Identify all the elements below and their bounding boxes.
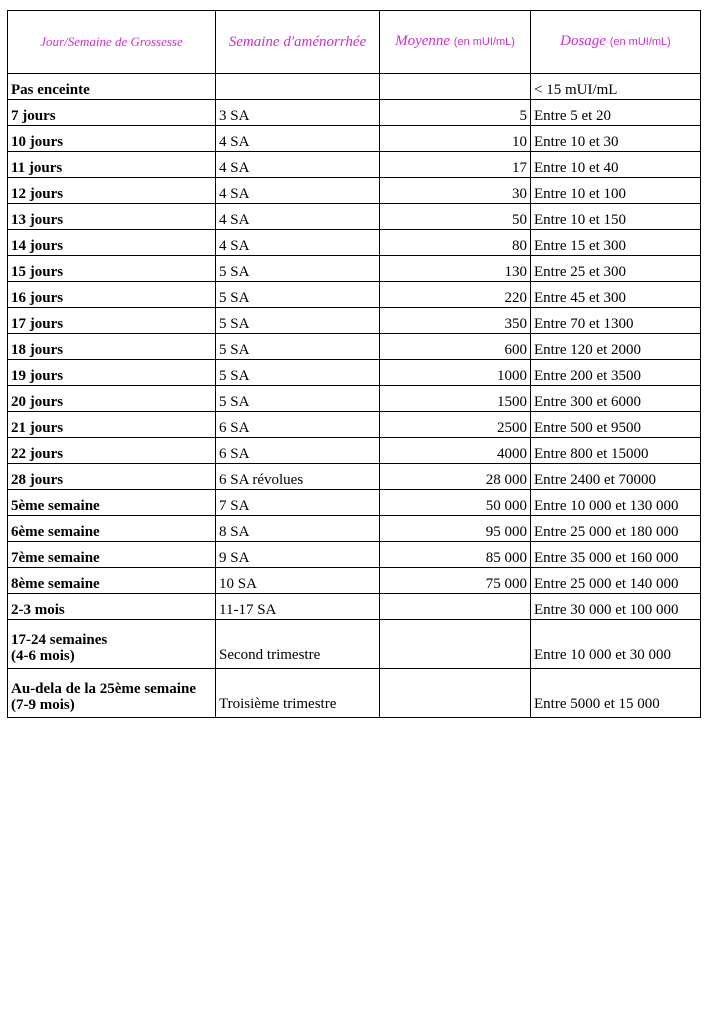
hcg-table	[7, 10, 701, 718]
header-dosage-label: Dosage	[560, 33, 606, 49]
dosage-cell: Entre 25 000 et 180 000	[531, 516, 701, 542]
header-dosage	[531, 11, 701, 74]
table-row	[8, 204, 701, 230]
moyenne-cell	[380, 669, 531, 718]
sa-cell: 5 SA	[216, 334, 380, 360]
table-row	[8, 464, 701, 490]
period-cell: 18 jours	[8, 334, 216, 360]
period-line2: (7-9 mois)	[11, 697, 75, 713]
sa-cell: 4 SA	[216, 204, 380, 230]
moyenne-cell: 75 000	[380, 568, 531, 594]
header-sa	[216, 11, 380, 74]
period-cell: 13 jours	[8, 204, 216, 230]
sa-cell: 10 SA	[216, 568, 380, 594]
moyenne-cell: 4000	[380, 438, 531, 464]
table-row	[8, 542, 701, 568]
header-moyenne-label: Moyenne	[395, 33, 451, 49]
table-row	[8, 568, 701, 594]
sa-cell: 4 SA	[216, 152, 380, 178]
dosage-cell: Entre 45 et 300	[531, 282, 701, 308]
table-row	[8, 669, 701, 718]
moyenne-cell: 1500	[380, 386, 531, 412]
period-cell: 16 jours	[8, 282, 216, 308]
dosage-cell: Entre 70 et 1300	[531, 308, 701, 334]
sa-cell: Troisième trimestre	[216, 669, 380, 718]
period-cell: 12 jours	[8, 178, 216, 204]
header-moyenne-unit: (en mUI/mL)	[453, 36, 515, 48]
table-row	[8, 438, 701, 464]
dosage-cell: Entre 120 et 2000	[531, 334, 701, 360]
moyenne-cell: 220	[380, 282, 531, 308]
sa-cell	[216, 74, 380, 100]
table-row	[8, 308, 701, 334]
moyenne-cell: 85 000	[380, 542, 531, 568]
dosage-cell: Entre 500 et 9500	[531, 412, 701, 438]
sa-cell: 6 SA	[216, 412, 380, 438]
moyenne-cell: 130	[380, 256, 531, 282]
header-moyenne	[380, 11, 531, 74]
period-cell: 15 jours	[8, 256, 216, 282]
table-row	[8, 620, 701, 669]
sa-cell: 5 SA	[216, 386, 380, 412]
dosage-cell: Entre 2400 et 70000	[531, 464, 701, 490]
moyenne-cell: 50 000	[380, 490, 531, 516]
sa-cell: 4 SA	[216, 178, 380, 204]
dosage-cell: Entre 200 et 3500	[531, 360, 701, 386]
moyenne-cell: 28 000	[380, 464, 531, 490]
dosage-cell: Entre 10 et 100	[531, 178, 701, 204]
period-cell	[8, 620, 216, 669]
moyenne-cell: 1000	[380, 360, 531, 386]
dosage-cell: Entre 10 000 et 130 000	[531, 490, 701, 516]
sa-cell: 7 SA	[216, 490, 380, 516]
dosage-cell: Entre 25 000 et 140 000	[531, 568, 701, 594]
sa-cell: 6 SA révolues	[216, 464, 380, 490]
moyenne-cell: 17	[380, 152, 531, 178]
moyenne-cell: 80	[380, 230, 531, 256]
period-cell: 21 jours	[8, 412, 216, 438]
period-cell: 17 jours	[8, 308, 216, 334]
table-row	[8, 282, 701, 308]
moyenne-cell	[380, 594, 531, 620]
sa-cell: 9 SA	[216, 542, 380, 568]
moyenne-cell	[380, 74, 531, 100]
period-cell: 11 jours	[8, 152, 216, 178]
period-line1: 17-24 semaines	[11, 632, 108, 648]
sa-cell: 5 SA	[216, 308, 380, 334]
table-row	[8, 360, 701, 386]
header-dosage-unit: (en mUI/mL)	[609, 36, 671, 48]
moyenne-cell: 30	[380, 178, 531, 204]
period-cell: 28 jours	[8, 464, 216, 490]
sa-cell: 5 SA	[216, 256, 380, 282]
header-sa-label: Semaine d'aménorrhée	[228, 33, 367, 50]
sa-cell: 8 SA	[216, 516, 380, 542]
blank-page-area	[0, 720, 706, 1024]
sa-cell: 11-17 SA	[216, 594, 380, 620]
dosage-cell: Entre 800 et 15000	[531, 438, 701, 464]
period-cell: 7ème semaine	[8, 542, 216, 568]
table-row	[8, 490, 701, 516]
period-cell: 22 jours	[8, 438, 216, 464]
moyenne-cell: 350	[380, 308, 531, 334]
period-cell: 20 jours	[8, 386, 216, 412]
dosage-cell: Entre 10 et 150	[531, 204, 701, 230]
table-row	[8, 516, 701, 542]
period-cell: 6ème semaine	[8, 516, 216, 542]
dosage-cell: Entre 10 et 30	[531, 126, 701, 152]
period-cell: 14 jours	[8, 230, 216, 256]
dosage-cell: Entre 10 000 et 30 000	[531, 620, 701, 669]
table-row	[8, 594, 701, 620]
period-cell	[8, 669, 216, 718]
header-period	[8, 11, 216, 74]
table-row	[8, 256, 701, 282]
dosage-cell: < 15 mUI/mL	[531, 74, 701, 100]
moyenne-cell: 95 000	[380, 516, 531, 542]
table-row	[8, 152, 701, 178]
dosage-cell: Entre 5 et 20	[531, 100, 701, 126]
dosage-cell: Entre 5000 et 15 000	[531, 669, 701, 718]
table-row	[8, 100, 701, 126]
period-cell: 5ème semaine	[8, 490, 216, 516]
header-row	[8, 11, 701, 74]
table-row	[8, 334, 701, 360]
sa-cell: 3 SA	[216, 100, 380, 126]
moyenne-cell	[380, 620, 531, 669]
period-cell: 10 jours	[8, 126, 216, 152]
sa-cell: 4 SA	[216, 126, 380, 152]
table-row	[8, 74, 701, 100]
period-cell: 8ème semaine	[8, 568, 216, 594]
period-line1: Au-dela de la 25ème semaine	[11, 681, 196, 697]
period-cell: 2-3 mois	[8, 594, 216, 620]
table-row	[8, 126, 701, 152]
moyenne-cell: 5	[380, 100, 531, 126]
table-row	[8, 178, 701, 204]
sa-cell: 5 SA	[216, 360, 380, 386]
header-period-label: Jour/Semaine de Grossesse	[40, 34, 183, 49]
sa-cell: 5 SA	[216, 282, 380, 308]
dosage-cell: Entre 10 et 40	[531, 152, 701, 178]
moyenne-cell: 2500	[380, 412, 531, 438]
table-row	[8, 230, 701, 256]
moyenne-cell: 50	[380, 204, 531, 230]
period-cell: 19 jours	[8, 360, 216, 386]
sa-cell: Second trimestre	[216, 620, 380, 669]
dosage-cell: Entre 25 et 300	[531, 256, 701, 282]
dosage-cell: Entre 15 et 300	[531, 230, 701, 256]
period-line2: (4-6 mois)	[11, 648, 75, 664]
sa-cell: 6 SA	[216, 438, 380, 464]
moyenne-cell: 600	[380, 334, 531, 360]
dosage-cell: Entre 300 et 6000	[531, 386, 701, 412]
period-cell: 7 jours	[8, 100, 216, 126]
table-row	[8, 386, 701, 412]
dosage-cell: Entre 35 000 et 160 000	[531, 542, 701, 568]
sa-cell: 4 SA	[216, 230, 380, 256]
dosage-cell: Entre 30 000 et 100 000	[531, 594, 701, 620]
period-cell: Pas enceinte	[8, 74, 216, 100]
table-row	[8, 412, 701, 438]
moyenne-cell: 10	[380, 126, 531, 152]
